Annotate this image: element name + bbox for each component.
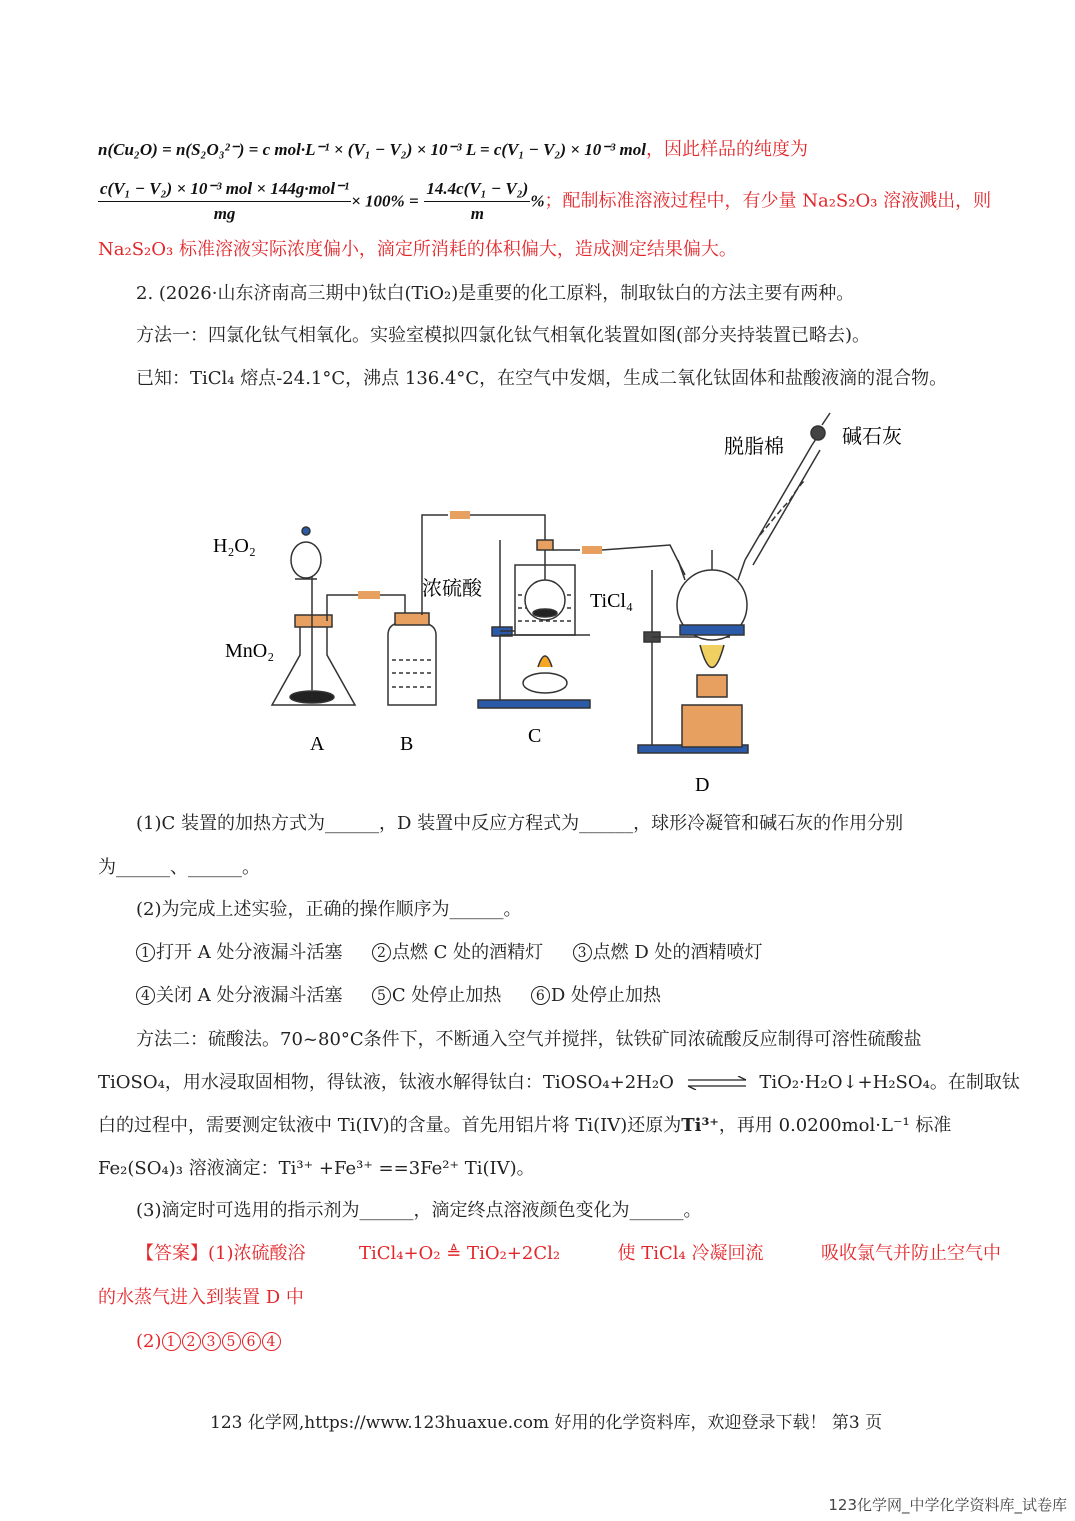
formula-line-2: $\frac{\text{c(V₁ − V₂) × 10⁻³ mol × 144g·mol⁻¹}}{mg}$ × 100% = $\frac{\text{14.4c(V₁ − V₂)}}{m}$ %；配制标准溶液过程中，有少量 Na₂S₂O₃ 溶液溅出，则 <box>100 179 992 223</box>
known-conditions: 已知：TiCl₄ 熔点-24.1°C，沸点 136.4°C，在空气中发烟，生成二氧化钛固体和盐酸液滴的混合物。 <box>136 368 948 389</box>
label-c: C <box>528 725 542 747</box>
solution-splash-text: ；配制标准溶液过程中，有少量 Na₂S₂O₃ 溶液溅出，则 <box>544 190 992 212</box>
fraction-purity: $\frac{\text{c(V₁ − V₂) × 10⁻³ mol × 144g·mol⁻¹}}{mg}$ <box>100 179 350 223</box>
fraction-result: $\frac{\text{14.4c(V₁ − V₂)}}{m}$ <box>426 179 529 223</box>
answer-tag: 【答案】 <box>136 1243 208 1264</box>
method-two-line-1: 方法二：硫酸法。70~80°C条件下，不断通入空气并搅拌，钛铁矿同浓硫酸反应制得可溶性硫酸盐 <box>136 1029 922 1050</box>
apparatus-diagram <box>200 405 920 805</box>
method-two-line-3: 白的过程中，需要测定钛液中 Ti(IV)的含量。首先用铝片将 Ti(IV)还原为Ti³⁺，再用 0.0200mol·L⁻¹ 标准 <box>98 1115 952 1136</box>
label-cotton: 脱脂棉 <box>724 436 784 458</box>
page-footer: 123 化学网,https://www.123huaxue.com 好用的化学资料库，欢迎登录下载！ 第3 页 <box>210 1413 883 1433</box>
method-one: 方法一：四氯化钛气相氧化。实验室模拟四氯化钛气相氧化装置如图(部分夹持装置已略去)。 <box>136 325 871 346</box>
question-intro: 2. (2026·山东济南高三期中)钛白(TiO₂)是重要的化工原料，制取钛白的方法主要有两种。 <box>136 283 855 304</box>
label-h2o2: H₂O₂ <box>213 535 256 557</box>
equilibrium-arrow-icon <box>686 1076 748 1090</box>
answer-equation: TiCl₄+O₂ ≜ TiO₂+2Cl₂ <box>358 1243 561 1264</box>
label-b: B <box>400 733 414 755</box>
answer-line-1: 【答案】(1)浓硫酸浴 TiCl₄+O₂ ≜ TiO₂+2Cl₂ 使 TiCl₄ 冷凝回流 吸收氯气并防止空气中 <box>136 1243 1001 1264</box>
formula-cu2o: n(Cu₂O) = n(S₂O₃²⁻) = c mol·L⁻¹ × (V₁ − V₂) × 10⁻³ L = c(V₁ − V₂) × 10⁻³ mol <box>98 140 646 159</box>
purity-text: ，因此样品的纯度为 <box>645 139 808 160</box>
label-conc-acid: 浓硫酸 <box>422 578 482 600</box>
formula-line-1 <box>98 138 808 162</box>
method-two-line-2: TiOSO₄，用水浸取固相物，得钛液，钛液水解得钛白：TiOSO₄+2H₂O TiO₂·H₂O↓+H₂SO₄。在制取钛 <box>98 1072 1020 1093</box>
answer-line-3: (2) 1 2 3 5 6 4 <box>136 1330 282 1354</box>
label-mno2: MnO₂ <box>225 640 275 662</box>
watermark-text: 123化学网_中学化学资料库_试卷库 <box>828 1496 1067 1514</box>
steps-row-2: 4 关闭 A 处分液漏斗活塞 5 C 处停止加热 6 D 处停止加热 <box>136 984 661 1008</box>
question-3: (3)滴定时可选用的指示剂为______，滴定终点溶液颜色变化为______。 <box>136 1200 702 1221</box>
question-1-line-2: 为______、______。 <box>98 857 260 878</box>
question-1-line-1: (1)C 装置的加热方式为______，D 装置中反应方程式为______，球形冷凝管和碱石灰的作用分别 <box>136 813 904 834</box>
answer-line-2: 的水蒸气进入到装置 D 中 <box>98 1287 304 1308</box>
method-two-line-4: Fe₂(SO₄)₃ 溶液滴定：Ti³⁺ +Fe³⁺ ==3Fe²⁺ Ti(IV)。 <box>98 1158 535 1179</box>
label-soda-lime: 碱石灰 <box>842 426 902 448</box>
label-a: A <box>310 733 325 755</box>
conclusion-text: Na₂S₂O₃ 标准溶液实际浓度偏小，滴定所消耗的体积偏大，造成测定结果偏大。 <box>98 239 737 260</box>
label-d: D <box>695 774 710 796</box>
steps-row-1: 1 打开 A 处分液漏斗活塞 2 点燃 C 处的酒精灯 3 点燃 D 处的酒精喷灯 <box>136 941 762 965</box>
label-ticl4: TiCl₄ <box>590 590 633 612</box>
question-2: (2)为完成上述实验，正确的操作顺序为______。 <box>136 899 522 920</box>
